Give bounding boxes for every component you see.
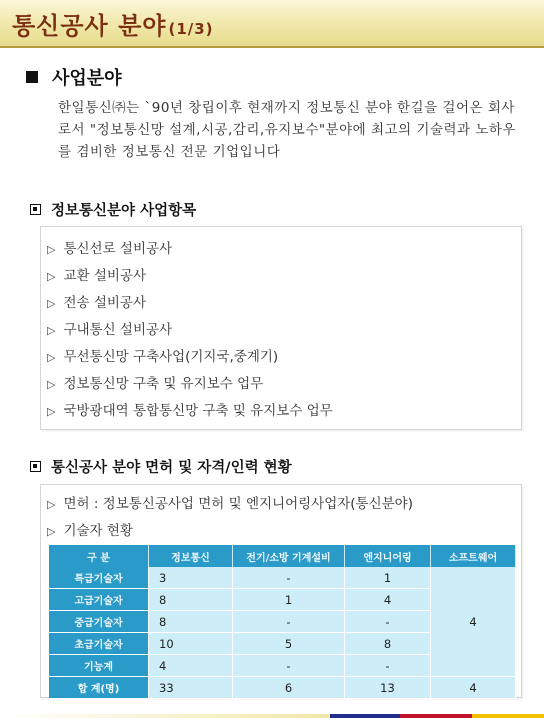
list-item-label: 통신선로 설비공사 [63,241,173,257]
strip-segment [472,714,544,718]
table-cell: 3 [149,567,233,589]
strip-segment [400,714,472,718]
table-header-row [49,545,516,567]
title-underline [0,46,544,48]
list-item [47,237,172,257]
triangle-right-icon: ▷ [47,270,56,283]
table-cell: 4 [149,655,233,677]
page-title [12,6,214,41]
triangle-right-icon: ▷ [47,351,56,364]
table-cell: 1 [345,567,431,589]
table-header-cell: 엔지니어링 [345,545,431,567]
table-row [49,567,516,589]
list-item [47,264,146,284]
boxed-square-bullet-icon [30,461,41,472]
section-heading [26,64,122,90]
title-bar [0,0,544,46]
table-cell-merged: 4 [431,567,516,677]
table-header-cell: 소프트웨어 [431,545,516,567]
license-heading-text: 통신공사 분야 면허 및 자격/인력 현황 [51,460,292,476]
table-header-cell: 정보통신 [149,545,233,567]
list-item-label: 전송 설비공사 [63,295,147,311]
triangle-right-icon: ▷ [47,378,56,391]
table-cell: - [345,655,431,677]
row-header: 초급기술자 [49,633,149,655]
section-heading-text: 사업분야 [52,68,122,89]
list-item [47,372,263,392]
list-item [47,519,133,539]
list-item [47,318,172,338]
row-header: 특급기술자 [49,567,149,589]
black-square-bullet-icon [26,71,38,83]
table-cell: - [233,567,345,589]
list-item [47,399,333,419]
list-item [47,345,278,365]
row-header: 합 계(명) [49,677,149,699]
table-cell: - [233,611,345,633]
list-item-label: 정보통신망 구축 및 유지보수 업무 [63,376,264,392]
table-cell: - [233,655,345,677]
table-total-row [49,677,516,699]
table-cell: 13 [345,677,431,699]
list-item [47,492,413,512]
table-cell: 4 [431,677,516,699]
boxed-square-bullet-icon [30,204,41,215]
license-heading [30,456,292,477]
table-cell: 4 [345,589,431,611]
table-cell: - [345,611,431,633]
triangle-right-icon: ▷ [47,297,56,310]
bottom-color-strip [0,710,544,720]
list-item-label: 기술자 현황 [63,523,133,539]
triangle-right-icon: ▷ [47,525,56,538]
list-item-label: 교환 설비공사 [63,268,147,284]
table-cell: 6 [233,677,345,699]
list-item-label: 무선통신망 구축사업(기지국,중계기) [63,349,279,365]
table-cell: 10 [149,633,233,655]
table-cell: 8 [149,589,233,611]
triangle-right-icon: ▷ [47,243,56,256]
table-header-cell: 구 분 [49,545,149,567]
table-cell: 8 [149,611,233,633]
strip-segment [330,714,400,718]
business-items-panel [40,226,522,430]
triangle-right-icon: ▷ [47,324,56,337]
staff-table [49,545,516,699]
page-number: (1/3) [168,20,214,38]
strip-segment [0,714,330,718]
triangle-right-icon: ▷ [47,498,56,511]
page-title-text: 통신공사 분야 [12,12,167,40]
business-heading [30,199,196,220]
row-header: 중급기술자 [49,611,149,633]
list-item [47,291,146,311]
table-header-cell: 전기/소방 기계설비 [233,545,345,567]
row-header: 기능계 [49,655,149,677]
table-cell: 8 [345,633,431,655]
table-cell: 33 [149,677,233,699]
table-cell: 5 [233,633,345,655]
intro-paragraph: 한일통신㈜는 `90년 창립이후 현재까지 정보통신 분야 한길을 걸어온 회사로서 "정보통신망 설계,시공,감리,유지보수"분야에 최고의 기술력과 노하우를 겸비한 정보통신 전문 기업입니다 [58,100,516,160]
list-item-label: 구내통신 설비공사 [63,322,173,338]
row-header: 고급기술자 [49,589,149,611]
list-item-label: 국방광대역 통합통신망 구축 및 유지보수 업무 [63,403,333,419]
business-heading-text: 정보통신분야 사업항목 [51,203,197,219]
table-cell: 1 [233,589,345,611]
triangle-right-icon: ▷ [47,405,56,418]
list-item-label: 면허 : 정보통신공사업 면허 및 엔지니어링사업자(통신분야) [63,496,413,512]
